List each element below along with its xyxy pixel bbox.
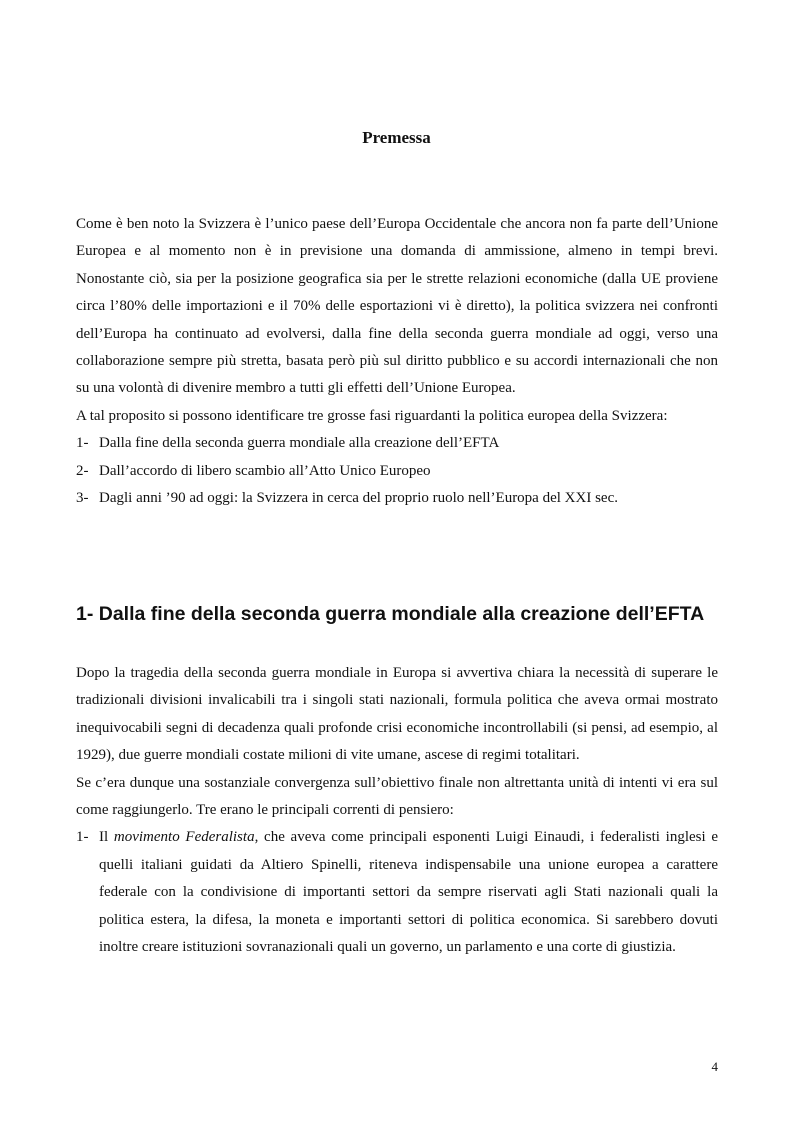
phase-number: 2- <box>76 462 89 479</box>
section1-body <box>76 660 718 961</box>
section-heading: 1- Dalla fine della seconda guerra mondiale alla creazione dell’EFTA <box>76 603 705 625</box>
phase-item-3 <box>76 485 718 512</box>
section1-paragraph-1: Dopo la tragedia della seconda guerra mondiale in Europa si avvertiva chiara la necessità di superare le tradizionali divisioni invalicabili tra i singoli stati nazionali, formula politica che aveva ormai mostrato inequivocabili segni di decadenza quali profonde crisi economiche incontrollabili (si pensi, ad esempio, al 1929), due guerre mondiali costate milioni di vite umane, ascese di regimi totalitari. <box>76 665 718 764</box>
page-number: 4 <box>711 1059 718 1074</box>
phase-item-1 <box>76 430 718 457</box>
phases-list <box>76 430 718 512</box>
current-item-1 <box>76 824 718 961</box>
phase-text: Dagli anni ’90 ad oggi: la Svizzera in cerca del proprio ruolo nell’Europa del XXI sec. <box>99 490 618 507</box>
intro-section <box>76 211 718 512</box>
phase-number: 1- <box>76 435 89 452</box>
phase-number: 3- <box>76 490 89 507</box>
current-number: 1- <box>76 829 89 846</box>
current-prefix: Il <box>99 829 109 846</box>
currents-list <box>76 824 718 961</box>
phases-lead: A tal proposito si possono identificare tre grosse fasi riguardanti la politica europea della Svizzera: <box>76 407 668 424</box>
section1-paragraph-2: Se c’era dunque una sostanziale convergenza sull’obiettivo finale non altrettanta unità di intenti vi era sul come raggiungerlo. Tre erano le principali correnti di pensiero: <box>76 774 718 819</box>
current-text: , che aveva come principali esponenti Luigi Einaudi, i federalisti inglesi e quelli italiani guidati da Altiero Spinelli, riteneva indispensabile una unione europea a carattere federale con la condivisione di importanti settori da sempre riservati agli Stati nazionali quali la politica estera, la difesa, la moneta e importanti settori di politica economica. Si sarebbero dovuti inoltre creare istituzioni sovranazionali quali un governo, un parlamento e una corte di giustizia. <box>99 829 719 956</box>
phase-item-2 <box>76 458 718 485</box>
page-title: Premessa <box>362 128 431 147</box>
phase-text: Dall’accordo di libero scambio all’Atto Unico Europeo <box>99 462 431 479</box>
phase-text: Dalla fine della seconda guerra mondiale alla creazione dell’EFTA <box>99 435 500 452</box>
current-name: movimento Federalista <box>113 829 255 846</box>
intro-paragraph: Come è ben noto la Svizzera è l’unico paese dell’Europa Occidentale che ancora non fa parte dell’Unione Europea e al momento non è in previsione una domanda di ammissione, almeno in tempi brevi. Nonostante ciò, sia per la posizione geografica sia per le strette relazioni economiche (dalla UE proviene circa l’80% delle importazioni e il 70% delle esportazioni vi è diretto), la politica svizzera nei confronti dell’Europa ha continuato ad evolversi, dalla fine della seconda guerra mondiale ad oggi, verso una collaborazione sempre più stretta, basata però più sul diritto pubblico e su accordi internazionali che non su una volontà di divenire membro a tutti gli effetti dell’Unione Europea. <box>76 216 718 397</box>
